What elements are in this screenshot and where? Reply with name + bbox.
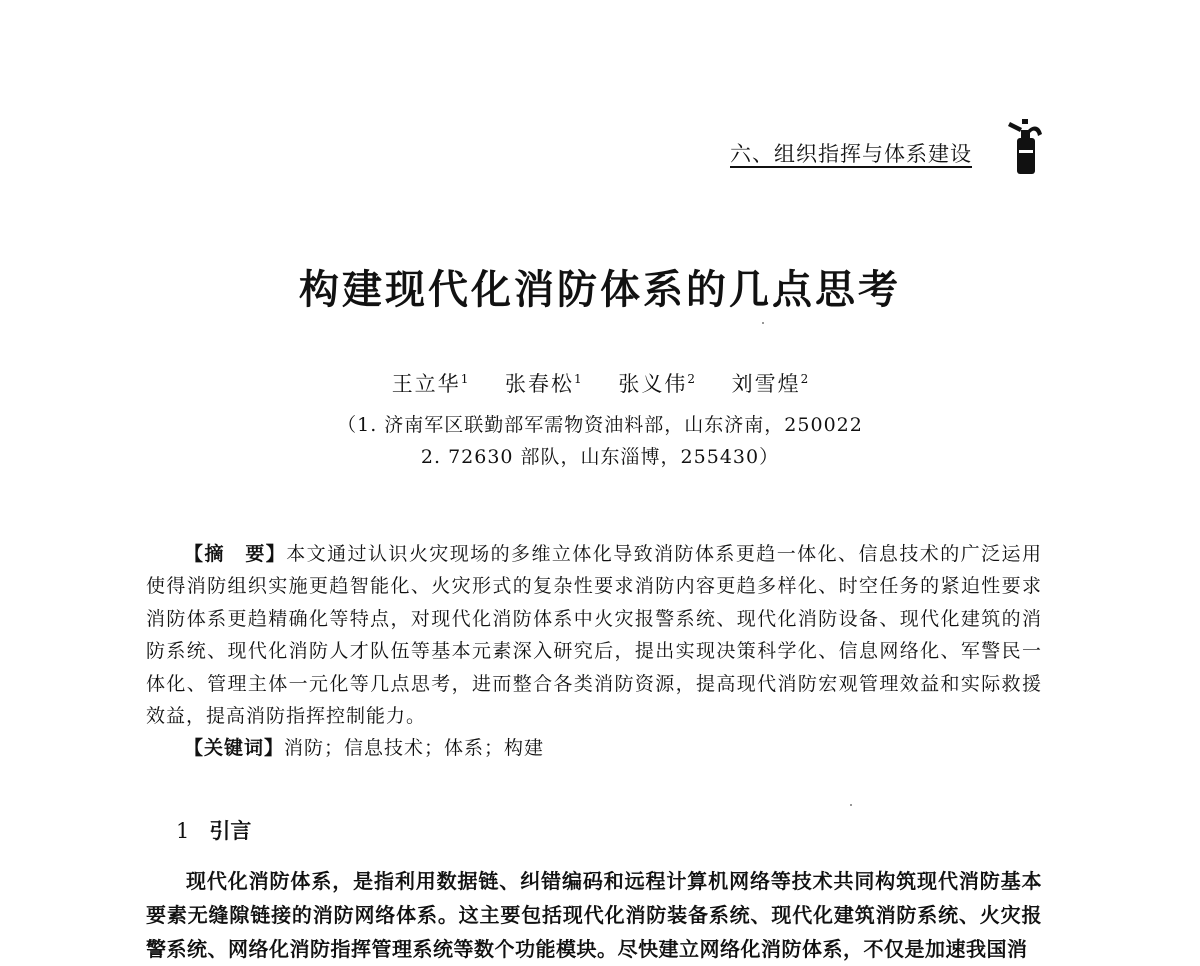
author-list bbox=[0, 368, 1200, 398]
scan-speck bbox=[762, 322, 764, 324]
author: 张春松$^1$ bbox=[505, 372, 582, 396]
keywords-label: 【关键词】 bbox=[184, 737, 285, 759]
affiliation-line-1: （1. 济南军区联勤部军需物资油料部，山东济南，250022 bbox=[337, 414, 863, 436]
section-header: 六、组织指挥与体系建设 bbox=[730, 142, 972, 166]
abstract-text: 本文通过认识火灾现场的多维立体化导致消防体系更趋一体化、信息技术的广泛运用使得消防组织实施更趋智能化、火灾形式的复杂性要求消防内容更趋多样化、时空任务的紧迫性要求消防体系更趋精确化等特点，对现代化消防体系中火灾报警系统、现代化消防设备、现代化建筑的消防系统、现代化消防人才队伍等基本元素深入研究后，提出实现决策科学化、信息网络化、军警民一体化、管理主体一元化等几点思考，进而整合各类消防资源，提高现代消防宏观管理效益和实际救援效益，提高消防指挥控制能力。 bbox=[146, 543, 1042, 728]
paper-title: 构建现代化消防体系的几点思考 bbox=[299, 267, 901, 313]
body-paragraph: 现代化消防体系，是指利用数据链、纠错编码和远程计算机网络等技术共同构筑现代消防基本要素无缝隙链接的消防网络体系。这主要包括现代化消防装备系统、现代化建筑消防系统、火灾报警系统、网络化消防指挥管理系统等数个功能模块。尽快建立网络化消防体系，不仅是加速我国消 bbox=[146, 869, 1042, 961]
fire-extinguisher-icon bbox=[1004, 116, 1046, 176]
author: 王立华$^1$ bbox=[391, 372, 469, 396]
section-number: 1 bbox=[176, 819, 190, 843]
author: 张义伟$^2$ bbox=[618, 372, 695, 396]
keywords-text: 消防；信息技术；体系；构建 bbox=[284, 737, 545, 759]
abstract bbox=[146, 538, 1042, 732]
section-title: 引言 bbox=[209, 819, 252, 843]
abstract-label: 【摘 要】 bbox=[184, 543, 287, 565]
affiliation-line-2: 2. 72630 部队，山东淄博，255430） bbox=[420, 446, 780, 468]
keywords bbox=[184, 733, 544, 760]
section-heading bbox=[176, 815, 251, 845]
author: 刘雪煌$^2$ bbox=[731, 372, 809, 396]
scan-speck bbox=[850, 804, 852, 806]
